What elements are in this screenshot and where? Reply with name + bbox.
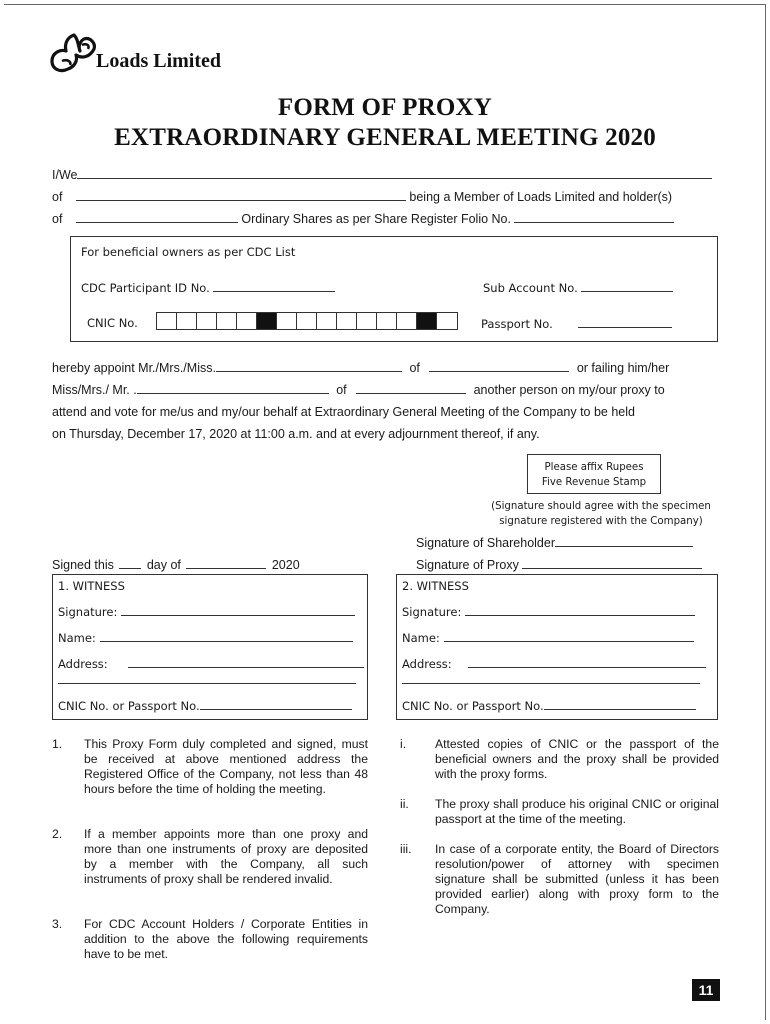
cnic-cell[interactable] [337, 313, 357, 329]
page-number: 11 [692, 979, 720, 1001]
cnic-label: CNIC No. [87, 316, 138, 330]
iwe-line [52, 167, 720, 183]
appoint-text-1a: hereby appoint Mr./Mrs./Miss. [52, 361, 216, 375]
shareholder-signature-blank[interactable] [555, 535, 693, 547]
shares-text: Ordinary Shares as per Share Register Folio No. [241, 212, 511, 226]
witness-2-cnic-blank[interactable] [544, 698, 696, 710]
witness-2-signature-label: Signature: [402, 605, 462, 619]
witness-2-name-blank[interactable] [444, 630, 694, 642]
cnic-cell[interactable] [237, 313, 257, 329]
signed-date-row [52, 557, 300, 572]
address-blank[interactable] [76, 189, 406, 201]
day-of-label: day of [146, 558, 181, 572]
witness-2-address-row [402, 656, 706, 671]
signed-this-label: Signed this [52, 558, 114, 572]
witness-2-signature-blank[interactable] [465, 604, 695, 616]
appoint-line-3: attend and vote for me/us and my/our behalf at Extraordinary General Meeting of the Company to be held [52, 405, 635, 419]
member-line [52, 189, 720, 205]
appoint-of-blank-1[interactable] [429, 360, 569, 372]
stamp-line-1: Please affix Rupees [544, 462, 644, 473]
note-2-number: 2. [52, 827, 63, 841]
witness-2-name-label: Name: [402, 631, 440, 645]
revenue-stamp-box [527, 454, 661, 494]
cnic-cell[interactable] [317, 313, 337, 329]
witness-box-1 [52, 574, 368, 720]
appoint-line-4: on Thursday, December 17, 2020 at 11:00 a.m. and at every adjournment thereof, if any. [52, 427, 540, 441]
shares-blank[interactable] [76, 211, 238, 223]
company-name: Loads Limited [96, 49, 222, 72]
witness-2-address-blank[interactable] [468, 656, 706, 668]
member-text: being a Member of Loads Limited and holder(s) [409, 190, 673, 204]
cnic-separator [257, 313, 277, 329]
stamp-note-2: signature registered with the Company) [499, 516, 703, 527]
shareholder-signature-row [416, 535, 693, 550]
witness-2-address-blank-2[interactable] [402, 683, 700, 684]
shareholder-signature-label: Signature of Shareholder [416, 536, 555, 550]
cnic-cell[interactable] [397, 313, 417, 329]
note-2-text: If a member appoints more than one proxy and more than one instruments of proxy are deposited by a member with the Company, all such instruments of proxy shall be rendered invalid. [84, 827, 368, 886]
participant-blank[interactable] [213, 280, 335, 292]
month-blank[interactable] [186, 557, 266, 569]
sub-account-row [483, 280, 673, 295]
cnic-cell[interactable] [437, 313, 457, 329]
proxy-signature-label: Signature of Proxy [416, 558, 519, 572]
cnic-boxes[interactable] [156, 312, 458, 330]
cdc-heading: For beneficial owners as per CDC List [81, 245, 296, 259]
note-i-number: i. [400, 737, 407, 751]
stamp-line-2: Five Revenue Stamp [541, 477, 647, 488]
note-ii-text: The proxy shall produce his original CNIC or original passport at the time of the meeting. [435, 797, 719, 826]
witness-1-address-row [58, 656, 364, 671]
sub-account-label: Sub Account No. [483, 281, 578, 295]
participant-label: CDC Participant ID No. [81, 281, 210, 295]
note-1-text: This Proxy Form duly completed and signed, must be received at above mentioned address the Registered Office of the Company, not less than 48 hours before the time of holding the meeting. [84, 737, 368, 796]
appoint-text-2a: Miss/Mrs./ Mr. . [52, 383, 137, 397]
passport-row [481, 316, 672, 331]
note-iii-text: In case of a corporate entity, the Board of Directors resolution/power of attorney with specimen signature shall be submitted (unless it has been provided earlier) along with proxy form to the Company. [435, 842, 719, 916]
cnic-cell[interactable] [177, 313, 197, 329]
cnic-separator [417, 313, 437, 329]
appoint-of-1: of [409, 361, 420, 375]
form-subtitle: EXTRAORDINARY GENERAL MEETING 2020 [114, 124, 656, 151]
witness-1-cnic-label: CNIC No. or Passport No. [58, 699, 200, 713]
cnic-cell[interactable] [277, 313, 297, 329]
witness-1-signature-label: Signature: [58, 605, 118, 619]
note-3-text: For CDC Account Holders / Corporate Entities in addition to the above the following requirements have to be met. [84, 917, 368, 961]
witness-1-cnic-row [58, 698, 352, 713]
appoint-text-2b: another person on my/our proxy to [473, 383, 665, 397]
appoint-of-blank-2[interactable] [356, 382, 466, 394]
appoint-alt-name-blank[interactable] [137, 382, 329, 394]
witness-2-heading: 2. WITNESS [402, 579, 469, 593]
witness-2-signature-row [402, 604, 695, 619]
appoint-line-2 [52, 382, 720, 398]
witness-1-signature-blank[interactable] [121, 604, 355, 616]
note-i-text: Attested copies of CNIC or the passport of the beneficial owners and the proxy shall be provided with the proxy forms. [435, 737, 719, 781]
appoint-text-1b: or failing him/her [576, 361, 670, 375]
proxy-signature-row [416, 557, 702, 572]
witness-1-address-blank[interactable] [128, 656, 364, 668]
sub-account-blank[interactable] [581, 280, 673, 292]
witness-2-name-row [402, 630, 694, 645]
witness-1-name-row [58, 630, 353, 645]
cnic-cell[interactable] [297, 313, 317, 329]
iwe-blank[interactable] [77, 167, 712, 179]
passport-label: Passport No. [481, 317, 553, 331]
folio-blank[interactable] [514, 211, 674, 223]
loads-logo-icon [48, 31, 100, 79]
form-title: FORM OF PROXY [277, 94, 493, 121]
witness-1-address-blank-2[interactable] [58, 683, 356, 684]
cnic-cell[interactable] [197, 313, 217, 329]
note-iii-number: iii. [400, 842, 412, 856]
cdc-box [70, 236, 718, 342]
cdc-participant-row [81, 280, 335, 295]
day-blank[interactable] [119, 557, 141, 569]
of-label-2: of [52, 212, 63, 226]
of-label-1: of [52, 190, 63, 204]
passport-blank[interactable] [578, 316, 672, 328]
iwe-label: I/We [52, 168, 78, 182]
note-3-number: 3. [52, 917, 63, 931]
appoint-line-1 [52, 360, 720, 376]
witness-box-2 [396, 574, 718, 720]
note-ii-number: ii. [400, 797, 409, 811]
shares-line [52, 211, 720, 227]
note-1-number: 1. [52, 737, 63, 751]
witness-1-cnic-blank[interactable] [200, 698, 352, 710]
cnic-cell[interactable] [217, 313, 237, 329]
witness-1-signature-row [58, 604, 355, 619]
year-label: 2020 [271, 558, 300, 572]
witness-1-address-label: Address: [58, 657, 108, 671]
witness-1-name-blank[interactable] [100, 630, 353, 642]
company-logo [48, 30, 221, 80]
cnic-cell[interactable] [357, 313, 377, 329]
stamp-note-1: (Signature should agree with the specimen [491, 501, 711, 512]
appoint-of-2: of [336, 383, 347, 397]
cnic-cell[interactable] [157, 313, 177, 329]
witness-2-cnic-label: CNIC No. or Passport No. [402, 699, 544, 713]
witness-1-heading: 1. WITNESS [58, 579, 125, 593]
witness-1-name-label: Name: [58, 631, 96, 645]
appoint-name-blank[interactable] [216, 360, 402, 372]
witness-2-address-label: Address: [402, 657, 452, 671]
stamp-note [476, 499, 726, 529]
cnic-cell[interactable] [377, 313, 397, 329]
proxy-signature-blank[interactable] [522, 557, 702, 569]
witness-2-cnic-row [402, 698, 696, 713]
